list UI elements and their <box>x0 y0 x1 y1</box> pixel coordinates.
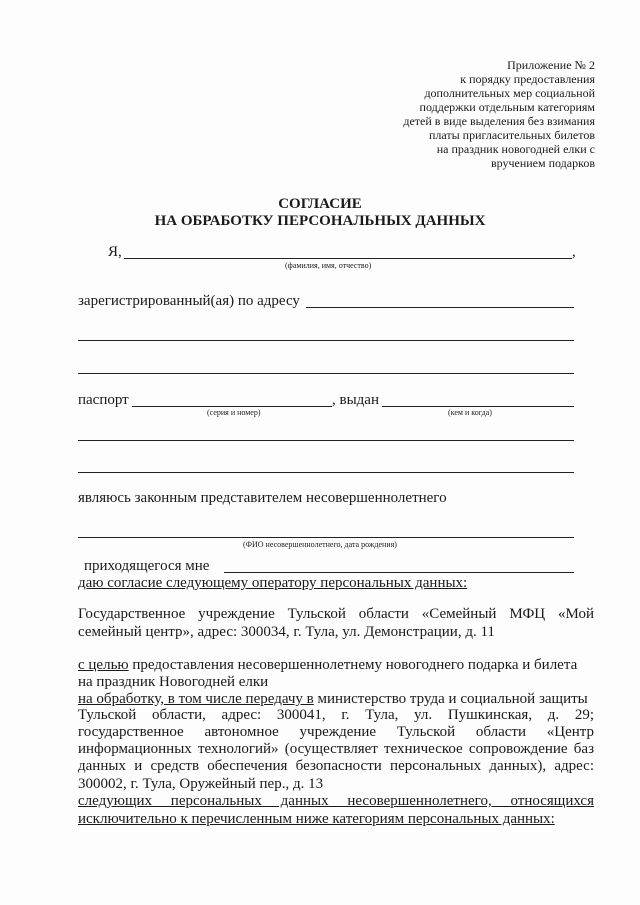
data-categories-line-2: исключительно к перечисленным ниже категориям персональных данных: <box>78 811 555 827</box>
relation-label: приходящегося мне <box>84 558 210 574</box>
address-label: зарегистрированный(ая) по адресу <box>78 293 300 309</box>
appendix-line: детей в виде выделения без взимания <box>403 114 595 128</box>
issued-by-line[interactable] <box>382 406 574 407</box>
document-subtitle: НА ОБРАБОТКУ ПЕРСОНАЛЬНЫХ ДАННЫХ <box>154 213 486 229</box>
relation-field-line[interactable] <box>224 572 574 573</box>
transfer-line-5: данных и средств обеспечения безопасности персональных данных), адрес: <box>78 758 594 774</box>
passport-number-line[interactable] <box>132 406 332 407</box>
appendix-line: вручением подарков <box>490 156 595 170</box>
operator-heading: даю согласие следующему оператору персональных данных: <box>78 575 468 591</box>
address-field-line-3[interactable] <box>78 373 574 374</box>
operator-line: семейный центр», адрес: 300034, г. Тула, ул. Демонстрации, д. 11 <box>78 624 495 640</box>
transfer-line-3: государственное автономное учреждение Тульской области «Центр <box>78 724 594 740</box>
i-suffix: , <box>572 244 576 260</box>
issued-label: , выдан <box>332 392 379 408</box>
appendix-line: Приложение № 2 <box>507 58 595 72</box>
issued-by-line-2[interactable] <box>78 440 574 441</box>
series-caption: (серия и номер) <box>207 408 261 417</box>
representative-label: являюсь законным представителем несовершеннолетнего <box>78 490 447 506</box>
fio-caption: (фамилия, имя, отчество) <box>285 261 372 270</box>
purpose-text: предоставления несовершеннолетнему новогоднего подарка и билета <box>128 657 578 673</box>
document-title: СОГЛАСИЕ <box>278 196 362 212</box>
i-prefix: Я, <box>108 244 122 260</box>
minor-fio-line[interactable] <box>78 537 574 538</box>
appendix-line: дополнительных мер социальной <box>424 86 595 100</box>
transfer-label: на обработку, в том числе передачу в <box>78 691 314 707</box>
purpose-label: с целью <box>78 657 129 673</box>
appendix-line: поддержки отдельным категориям <box>419 100 595 114</box>
transfer-line <box>78 690 594 708</box>
data-categories-line: следующих персональных данных несовершеннолетнего, относящихся <box>78 793 594 809</box>
minor-caption: (ФИО несовершеннолетнего, дата рождения) <box>243 540 397 549</box>
address-field-line[interactable] <box>306 307 574 308</box>
purpose-line <box>78 656 594 674</box>
appendix-line: платы пригласительных билетов <box>428 128 595 142</box>
issued-by-line-3[interactable] <box>78 472 574 473</box>
appendix-line: к порядку предоставления <box>460 72 595 86</box>
address-field-line-2[interactable] <box>78 340 574 341</box>
appendix-note <box>335 58 595 170</box>
transfer-line-2: Тульской области, адрес: 300041, г. Тула, ул. Пушкинская, д. 29; <box>78 707 594 723</box>
fio-field-line[interactable] <box>124 258 572 259</box>
operator-line: Государственное учреждение Тульской области «Семейный МФЦ «Мой <box>78 606 594 622</box>
purpose-line-2: на праздник Новогодней елки <box>78 674 269 690</box>
appendix-line: на праздник новогодней елки с <box>436 142 595 156</box>
transfer-line-4: информационных технологий» (осуществляет техническое сопровождение баз <box>78 741 594 757</box>
transfer-text: министерство труда и социальной защиты <box>313 691 588 707</box>
transfer-line-6: 300002, г. Тула, Оружейный пер., д. 13 <box>78 776 324 792</box>
issued-caption: (кем и когда) <box>448 408 492 417</box>
passport-label: паспорт <box>78 392 129 408</box>
